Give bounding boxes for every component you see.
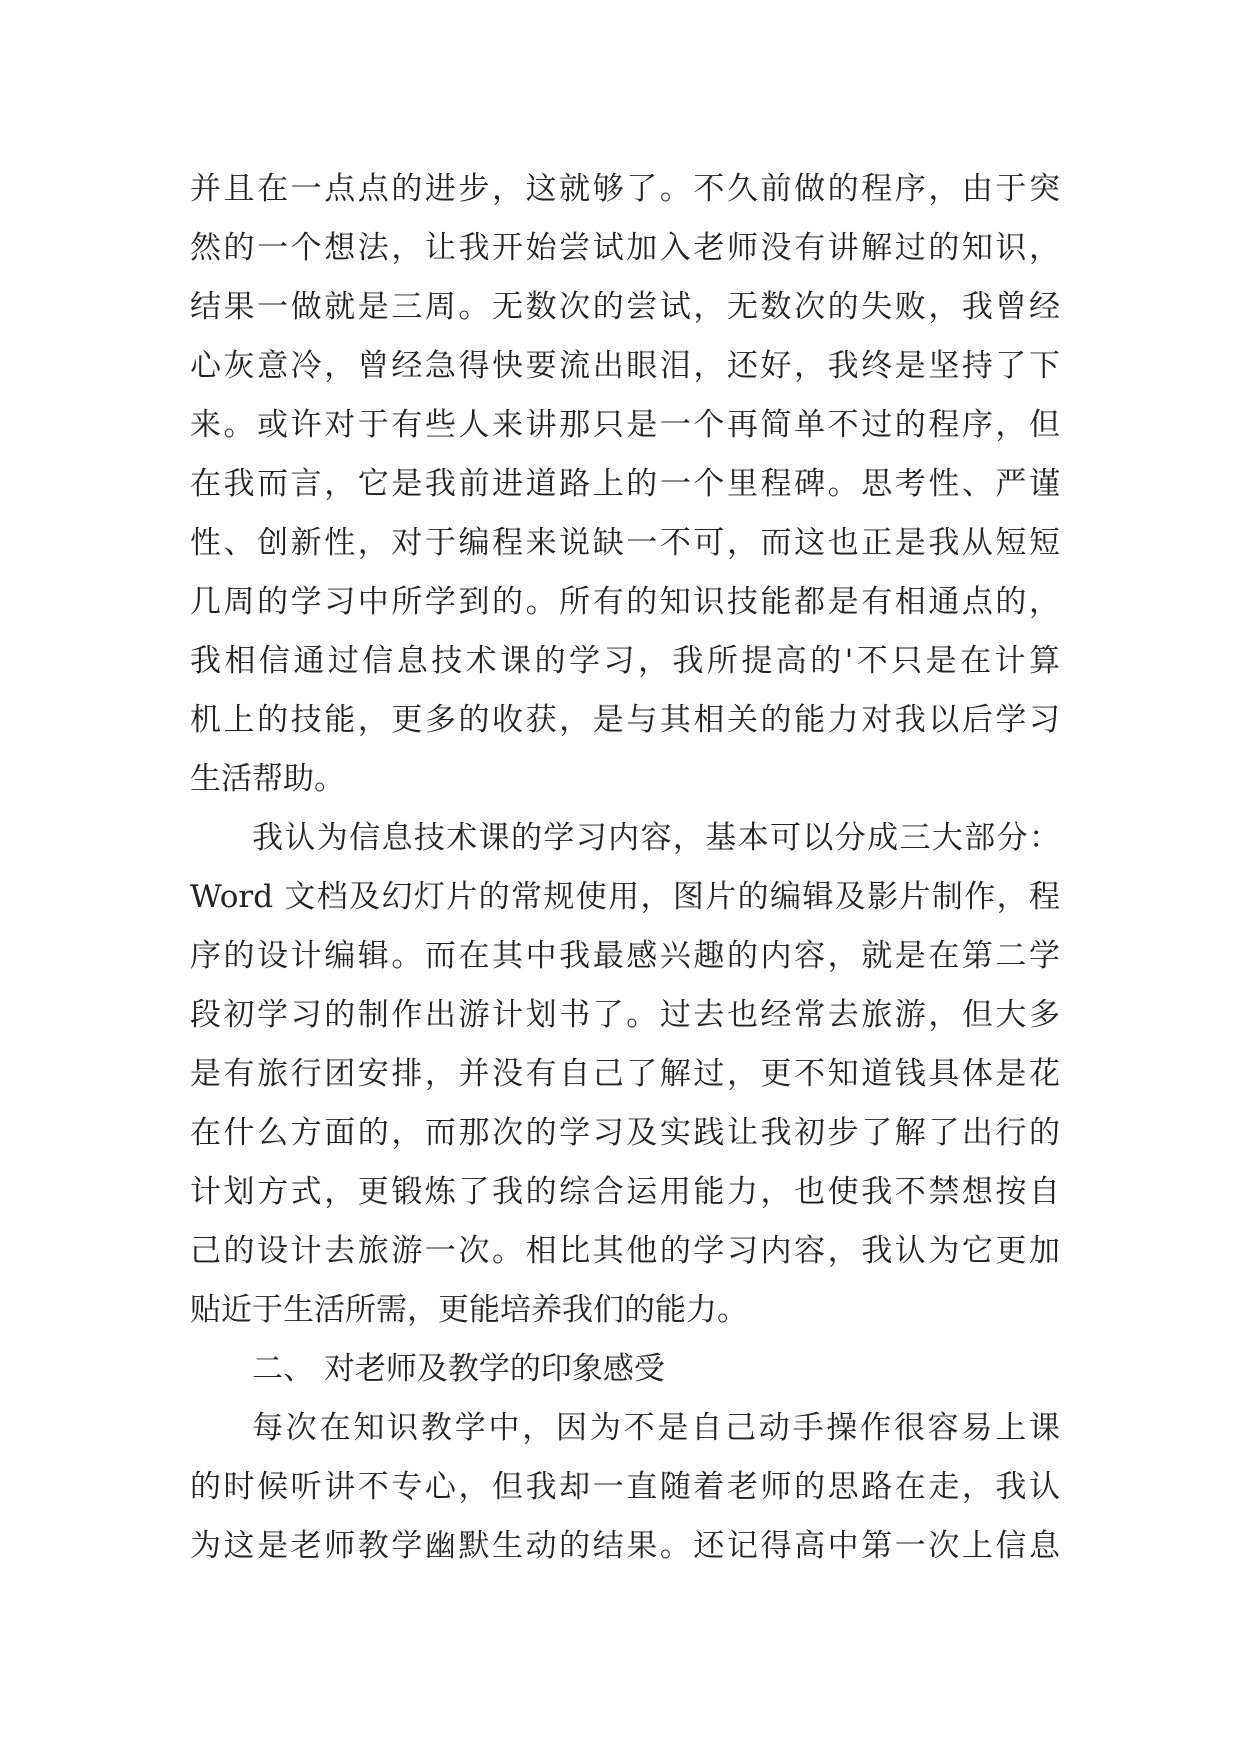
document-body xyxy=(190,160,1060,1576)
text-line: 性、创新性，对于编程来说缺一不可，而这也正是我从短短 xyxy=(190,525,1060,561)
paragraph xyxy=(190,809,1060,1340)
text-line: 为这是老师教学幽默生动的结果。还记得高中第一次上信息 xyxy=(190,1528,1060,1564)
text-line: 机上的技能，更多的收获，是与其相关的能力对我以后学习 xyxy=(190,702,1060,738)
text-line: 在我而言，它是我前进道路上的一个里程碑。思考性、严谨 xyxy=(190,466,1060,502)
text-line: 来。或许对于有些人来讲那只是一个再简单不过的程序，但 xyxy=(190,407,1060,443)
text-line: 我相信通过信息技术课的学习，我所提高的'不只是在计算 xyxy=(190,643,1060,679)
text-line: 贴近于生活所需，更能培养我们的能力。 xyxy=(190,1292,748,1328)
text-line: 在什么方面的，而那次的学习及实践让我初步了解了出行的 xyxy=(190,1115,1060,1151)
text-line: 我认为信息技术课的学习内容，基本可以分成三大部分： xyxy=(252,820,1060,856)
text-line: Word 文档及幻灯片的常规使用，图片的编辑及影片制作，程 xyxy=(190,879,1060,915)
section-heading: 二、 对老师及教学的印象感受 xyxy=(252,1351,665,1387)
text-line: 几周的学习中所学到的。所有的知识技能都是有相通点的， xyxy=(190,584,1060,620)
text-line: 生活帮助。 xyxy=(190,761,345,797)
text-line: 结果一做就是三周。无数次的尝试，无数次的失败，我曾经 xyxy=(190,289,1060,325)
text-line: 的时候听讲不专心，但我却一直随着老师的思路在走，我认 xyxy=(190,1469,1060,1505)
text-line: 是有旅行团安排，并没有自己了解过，更不知道钱具体是花 xyxy=(190,1056,1060,1092)
text-line: 然的一个想法，让我开始尝试加入老师没有讲解过的知识， xyxy=(190,230,1060,266)
paragraph xyxy=(190,1399,1060,1576)
text-line: 并且在一点点的进步，这就够了。不久前做的程序，由于突 xyxy=(190,171,1060,207)
text-line: 每次在知识教学中，因为不是自己动手操作很容易上课 xyxy=(252,1410,1060,1446)
text-line: 计划方式，更锻炼了我的综合运用能力，也使我不禁想按自 xyxy=(190,1174,1060,1210)
paragraph xyxy=(190,160,1060,809)
text-line: 段初学习的制作出游计划书了。过去也经常去旅游，但大多 xyxy=(190,997,1060,1033)
text-line: 己的设计去旅游一次。相比其他的学习内容，我认为它更加 xyxy=(190,1233,1060,1269)
text-line: 序的设计编辑。而在其中我最感兴趣的内容，就是在第二学 xyxy=(190,938,1060,974)
text-line: 心灰意冷，曾经急得快要流出眼泪，还好，我终是坚持了下 xyxy=(190,348,1060,384)
